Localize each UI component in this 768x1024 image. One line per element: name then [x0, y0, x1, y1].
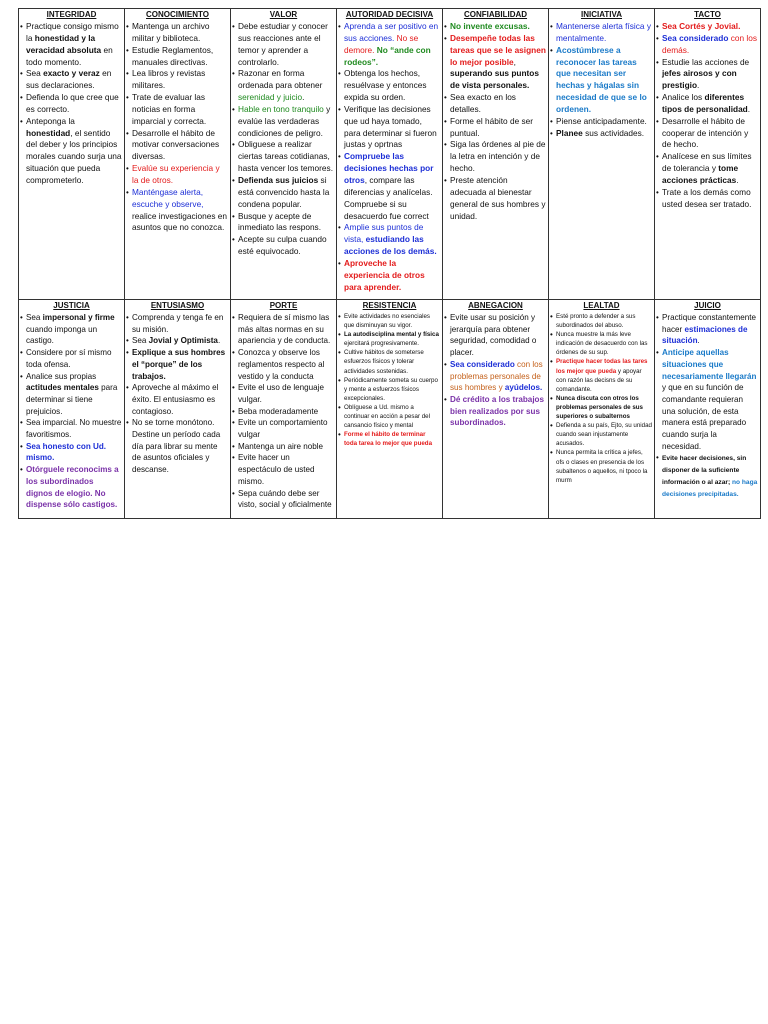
- bullet-item: [445, 359, 546, 394]
- bullet-text: Requiera de sí mismo las más altas normas en su apariencia y de conducta.: [238, 313, 331, 346]
- bullet-text: ayúdelos.: [502, 383, 543, 393]
- bullet-text: exacto y veraz: [43, 68, 100, 79]
- bullet-text: Nunca discuta con otros los problemas personales de sus superiores o subalternos: [556, 394, 644, 421]
- bullet-text: Planee: [556, 127, 583, 138]
- bullet-item: [21, 116, 122, 187]
- bullet-item: [339, 258, 440, 294]
- bullet-text: Esté pronto a defender a sus subordinados del abuso.: [556, 313, 636, 330]
- bullet-text: Trate de evaluar las noticias en forma imparcial y correcta.: [132, 92, 207, 126]
- bullet-item: [551, 116, 652, 128]
- trait-justicia: [19, 300, 125, 519]
- trait-title: ENTUSIASMO: [150, 301, 205, 310]
- bullet-text: Otórguele reconocims a los subordinados dignos de elogio. No dispense sólo castigos.: [26, 465, 119, 510]
- bullet-text: Compruebe las decisiones hechas por otros: [344, 151, 434, 185]
- bullet-item: [339, 376, 440, 403]
- trait-list: [551, 312, 652, 485]
- bullet-text: , compare las diferencias y analícelas. Compruebe si su desacuerdo fue correct: [344, 174, 433, 221]
- bullet-text: Analícese en sus límites de tolerancia y: [662, 151, 752, 174]
- bullet-item: [233, 441, 334, 453]
- bullet-item: [127, 68, 228, 92]
- bullet-text: impersonal y firme: [42, 313, 115, 322]
- bullet-item: [127, 382, 228, 417]
- bullet-text: Preste atención adecuada al bienestar general de sus hombres y unidad.: [450, 174, 546, 221]
- bullet-text: Aprenda a ser positivo en sus acciones.: [344, 21, 439, 43]
- bullet-item: [233, 406, 334, 418]
- bullet-text: Sea considerado: [662, 32, 729, 43]
- bullet-text: Obliguese a realizar ciertas tareas cotidianas, hasta vencer los temores.: [238, 139, 333, 174]
- bullet-item: [339, 312, 440, 330]
- bullet-text: Sea imparcial. No muestre favoritismos.: [26, 418, 122, 440]
- bullet-text: y que en su función de comandante requieran una solución, de esta manera está preparado cuando surja la necesidad.: [662, 383, 747, 451]
- bullet-text: Verifique las decisiones que ud haya tomado, para determinar si fueron justas y oprtnas: [344, 103, 437, 150]
- table-row: [19, 9, 761, 300]
- trait-autoridad-decisiva: [337, 9, 443, 300]
- bullet-text: .: [302, 92, 305, 103]
- bullet-text: Aproveche la experiencia de otros para aprender.: [344, 257, 425, 292]
- bullet-item: [657, 151, 758, 187]
- bullet-text: Defienda a su país, Ejto, su unidad cuando sean injustamente acusados.: [556, 422, 652, 448]
- bullet-text: honestidad y la veracidad absoluta: [26, 32, 102, 55]
- bullet-text: Lea libros y revistas militares.: [132, 68, 206, 91]
- trait-conocimiento: [125, 9, 231, 300]
- trait-list: [551, 21, 652, 139]
- bullet-item: [21, 441, 122, 464]
- bullet-text: Mantenerse alerta física y mentalmente.: [556, 21, 651, 43]
- bullet-text: Amplie sus puntos de vista,: [344, 222, 424, 245]
- bullet-text: Piense anticipadamente.: [556, 115, 647, 126]
- bullet-item: [445, 33, 546, 92]
- bullet-item: [127, 163, 228, 187]
- bullet-item: [233, 104, 334, 140]
- bullet-item: [445, 116, 546, 140]
- leadership-traits-table: [18, 8, 761, 519]
- bullet-item: [233, 175, 334, 211]
- bullet-text: Sea: [26, 313, 43, 322]
- bullet-item: [551, 330, 652, 357]
- trait-list: [21, 312, 122, 511]
- bullet-text: Nunca muestre la más leve indicación de desacuerdo con las órdenes de su sup.: [556, 331, 648, 357]
- bullet-item: [551, 128, 652, 140]
- bullet-text: ejercitará progresivamente.: [344, 340, 419, 348]
- trait-tacto: [655, 9, 761, 300]
- bullet-text: Mantenga un archivo militar y biblioteca.: [132, 21, 210, 43]
- bullet-text: Oblíguese a Ud. mismo a continuar en acción a pesar del cansancio físico y mental: [344, 403, 430, 430]
- bullet-text: .: [697, 336, 700, 346]
- bullet-item: [445, 175, 546, 222]
- bullet-item: [127, 347, 228, 382]
- bullet-item: [127, 187, 228, 234]
- bullet-text: Nunca permita la crítica a jefes, ofs o clases en presencia de los subaltenos o aquellos, ni tpoco la murm: [556, 449, 648, 484]
- bullet-text: Sea Cortés y Jovial.: [662, 21, 741, 31]
- bullet-text: Sea considerado: [450, 359, 515, 369]
- bullet-item: [233, 382, 334, 405]
- bullet-item: [233, 139, 334, 175]
- trait-iniciativa: [549, 9, 655, 300]
- bullet-text: Acepte su culpa cuando esté equivocado.: [238, 234, 327, 257]
- trait-title: ABNEGACION: [468, 301, 523, 310]
- bullet-text: Trate a los demás como usted desea ser tratado.: [662, 186, 752, 209]
- trait-title: INICIATIVA: [580, 10, 623, 19]
- trait-title: JUICIO: [694, 301, 721, 310]
- trait-title: AUTORIDAD DECISIVA: [345, 10, 434, 19]
- bullet-text: Forme el hábito de ser puntual.: [450, 115, 534, 138]
- bullet-item: [233, 452, 334, 487]
- bullet-text: , el sentido del deber y los principios morales cuando surja una situación que pueda comprometerlo.: [26, 127, 122, 185]
- trait-title: RESISTENCIA: [362, 301, 417, 310]
- bullet-text: .: [747, 103, 751, 114]
- bullet-text: Evite un comportamiento vulgar: [238, 418, 328, 440]
- bullet-text: Practique consigo mismo la: [26, 21, 119, 43]
- trait-list: [21, 21, 122, 187]
- bullet-text: estimaciones de situación: [662, 324, 748, 346]
- bullet-text: Siga las órdenes al pie de la letra en intención y de hecho.: [450, 139, 546, 174]
- bullet-item: [233, 312, 334, 347]
- bullet-item: [127, 128, 228, 164]
- trait-list: [339, 312, 440, 448]
- trait-list: [657, 312, 758, 499]
- bullet-item: [21, 312, 122, 347]
- bullet-text: y evalúe las verdaderas condiciones de peligro.: [238, 103, 331, 138]
- bullet-item: [233, 211, 334, 235]
- bullet-item: [657, 312, 758, 347]
- bullet-item: [657, 116, 758, 152]
- bullet-item: [21, 464, 122, 511]
- bullet-text: Anticipe aquellas situaciones que necesariamente llegarán: [662, 348, 757, 381]
- bullet-item: [339, 68, 440, 104]
- bullet-text: Dé crédito a los trabajos bien realizados por sus subordinados.: [450, 394, 545, 428]
- bullet-item: [233, 21, 334, 68]
- bullet-item: [127, 335, 228, 347]
- bullet-item: [657, 452, 758, 499]
- bullet-item: [339, 222, 440, 258]
- bullet-text: La autodisciplina mental y física: [344, 331, 439, 339]
- bullet-item: [21, 417, 122, 440]
- trait-juicio: [655, 300, 761, 519]
- bullet-item: [233, 488, 334, 511]
- bullet-text: en sus declaraciones.: [26, 68, 112, 91]
- trait-title: CONFIABILIDAD: [463, 10, 528, 19]
- bullet-text: Manténgase alerta, escuche y observe,: [132, 186, 204, 209]
- bullet-text: No “ande con rodeos”.: [344, 44, 431, 67]
- trait-list: [127, 21, 228, 234]
- bullet-item: [21, 347, 122, 370]
- bullet-text: Evite hacer un espectáculo de usted mismo.: [238, 453, 315, 486]
- trait-resistencia: [337, 300, 443, 519]
- bullet-item: [21, 371, 122, 418]
- bullet-text: jefes airosos y con prestigio: [662, 68, 737, 91]
- bullet-text: Practique hacer todas las tares los mejor que pueda: [556, 358, 648, 375]
- bullet-text: No se torne monótono.: [132, 418, 215, 428]
- bullet-text: Hable en tono tranquilo: [238, 103, 324, 114]
- bullet-text: Desempeñe todas las tareas que se le asignen lo mejor posible: [450, 32, 546, 67]
- bullet-item: [551, 448, 652, 484]
- bullet-text: Desarrolle el hábito de motivar conversaciones diversas.: [132, 127, 220, 162]
- bullet-text: Defienda lo que cree que es correcto.: [26, 92, 119, 114]
- bullet-item: [127, 312, 228, 335]
- trait-porte: [231, 300, 337, 519]
- trait-title: JUSTICIA: [53, 301, 90, 310]
- bullet-item: [339, 330, 440, 348]
- bullet-item: [551, 394, 652, 421]
- bullet-item: [233, 347, 334, 382]
- bullet-text: Estudie Reglamentos, manuales directivas.: [132, 44, 214, 67]
- bullet-text: Sea exacto en los detalles.: [450, 92, 516, 114]
- bullet-text: Sepa cuándo debe ser visto, social y oficialmente: [238, 488, 332, 510]
- bullet-text: .: [217, 336, 221, 346]
- bullet-text: Sea honesto con Ud. mismo.: [26, 441, 107, 463]
- bullet-text: Cultive hábitos de someterse esfuerzos físicos y tolerar actividades sostenidas.: [344, 349, 424, 375]
- bullet-item: [233, 68, 334, 104]
- bullet-text: para determinar si tiene prejuicios.: [26, 383, 118, 416]
- bullet-text: No invente excusas.: [450, 21, 530, 31]
- bullet-text: Razonar en forma ordenada para obtener: [238, 68, 323, 91]
- bullet-text: Practique constantemente hacer: [662, 313, 757, 334]
- bullet-item: [657, 347, 758, 452]
- bullet-item: [445, 394, 546, 429]
- bullet-text: Estudie las acciones de: [662, 56, 750, 67]
- bullet-text: Busque y acepte de inmediato las respons.: [238, 210, 322, 233]
- bullet-text: con los problemas personales de sus hombres y: [450, 359, 543, 393]
- bullet-text: Aproveche al máximo el éxito. El entusiasmo es contagioso.: [132, 383, 219, 416]
- bullet-item: [21, 21, 122, 68]
- bullet-item: [551, 312, 652, 330]
- bullet-text: Evalúe su experiencia y la de otros.: [132, 163, 220, 185]
- bullet-text: .: [736, 174, 739, 185]
- bullet-item: [551, 45, 652, 116]
- bullet-text: Forme el hábito de terminar toda tarea lo mejor que pueda: [344, 431, 433, 448]
- bullet-text: ,: [513, 56, 516, 67]
- table-row: [19, 300, 761, 519]
- bullet-text: en todo momento.: [26, 44, 113, 67]
- bullet-text: Acostúmbrese a reconocer las tareas que necesitan ser hechas y hágalas sin necesidad de que se lo ordenen.: [556, 44, 647, 114]
- bullet-text: Beba moderadamente: [238, 406, 319, 416]
- bullet-text: Sea: [132, 336, 149, 346]
- trait-title: INTEGRIDAD: [46, 10, 97, 19]
- bullet-text: diferentes tipos de personalidad: [662, 92, 748, 114]
- bullet-item: [339, 430, 440, 448]
- bullet-text: .: [697, 80, 700, 91]
- bullet-text: Explique a sus hombres el “porque” de los trabajos.: [132, 348, 226, 381]
- bullet-text: sus actividades.: [582, 127, 645, 138]
- bullet-text: serenidad y juicio: [238, 92, 303, 103]
- bullet-text: Analice los: [662, 92, 705, 103]
- bullet-item: [339, 104, 440, 151]
- trait-entusiasmo: [125, 300, 231, 519]
- bullet-text: actitudes mentales: [26, 383, 99, 393]
- bullet-item: [127, 92, 228, 128]
- bullet-item: [445, 312, 546, 359]
- trait-list: [233, 312, 334, 511]
- bullet-text: No se demore.: [344, 32, 419, 55]
- bullet-text: Evite el uso de lenguaje vulgar.: [238, 383, 324, 404]
- bullet-item: [445, 139, 546, 175]
- bullet-item: [233, 417, 334, 440]
- bullet-item: [339, 403, 440, 430]
- trait-title: CONOCIMIENTO: [146, 10, 209, 19]
- bullet-item: [657, 92, 758, 116]
- bullet-text: si está convencido hasta la condena popular.: [238, 174, 330, 209]
- trait-valor: [231, 9, 337, 300]
- trait-list: [657, 21, 758, 211]
- trait-abnegacion: [443, 300, 549, 519]
- bullet-item: [127, 45, 228, 69]
- bullet-item: [21, 68, 122, 92]
- trait-list: [127, 312, 228, 476]
- bullet-text: Jovial y Optimista: [148, 336, 218, 346]
- bullet-item: [551, 357, 652, 393]
- bullet-item: [127, 21, 228, 45]
- bullet-text: no haga decisiones precipitadas.: [662, 478, 758, 498]
- bullet-text: Debe estudiar y conocer sus reacciones ante el temor y aprender a controlarlo.: [238, 21, 328, 67]
- bullet-item: [339, 151, 440, 222]
- trait-list: [233, 21, 334, 258]
- bullet-item: [233, 234, 334, 258]
- bullet-item: [657, 57, 758, 93]
- bullet-item: [657, 21, 758, 33]
- bullet-text: Mantenga un aire noble: [238, 441, 324, 451]
- trait-list: [445, 21, 546, 222]
- bullet-text: y apoyar con razón las decisns de su comandante.: [556, 367, 642, 393]
- bullet-item: [657, 187, 758, 211]
- bullet-text: Periódicamente someta su cuerpo y mente a esfuerzos físicos excepcionales.: [344, 376, 438, 402]
- bullet-text: con los demás.: [662, 32, 757, 55]
- bullet-item: [339, 348, 440, 375]
- bullet-text: Conozca y observe los reglamentos respecto al vestido y la conducta: [238, 348, 325, 381]
- bullet-text: estudiando las acciones de los demás.: [344, 234, 437, 257]
- bullet-text: superando sus puntos de vista personales.: [450, 68, 539, 91]
- bullet-text: realice investigaciones en asuntos que no conozca.: [132, 210, 228, 233]
- bullet-text: Comprenda y tenga fe en su misión.: [132, 313, 224, 334]
- bullet-text: Defienda sus juicios: [238, 174, 319, 185]
- bullet-text: Obtenga los hechos, resuélvase y entonces expida su orden.: [344, 68, 427, 103]
- trait-title: PORTE: [269, 301, 298, 310]
- bullet-item: [551, 21, 652, 45]
- bullet-item: [127, 417, 228, 476]
- trait-integridad: [19, 9, 125, 300]
- trait-title: TACTO: [694, 10, 721, 19]
- bullet-text: Anteponga la: [26, 115, 75, 126]
- bullet-text: Evite actividades no esenciales que disminuyan su vigor.: [344, 313, 430, 330]
- bullet-text: Evite hacer decisiones, sin disponer de la suficiente información o al azar;: [662, 455, 747, 486]
- bullet-text: Sea: [26, 68, 44, 79]
- trait-lealtad: [549, 300, 655, 519]
- bullet-item: [657, 33, 758, 57]
- trait-title: LEALTAD: [583, 301, 620, 310]
- bullet-item: [445, 21, 546, 33]
- bullet-item: [21, 92, 122, 116]
- bullet-item: [339, 21, 440, 68]
- trait-title: VALOR: [269, 10, 298, 19]
- bullet-text: cuando imponga un castigo.: [26, 324, 98, 346]
- bullet-text: Analice sus propias: [26, 371, 97, 381]
- bullet-text: tome acciones prácticas: [662, 163, 739, 185]
- trait-list: [339, 21, 440, 293]
- bullet-text: Desarrolle el hábito de cooperar de intención y de hecho.: [662, 115, 749, 150]
- trait-confiabilidad: [443, 9, 549, 300]
- bullet-text: honestidad: [26, 127, 71, 138]
- bullet-text: Evite usar su posición y jerarquía para obtener seguridad, comodidad o placer.: [450, 313, 537, 358]
- trait-list: [445, 312, 546, 429]
- bullet-text: Destine un período cada día para librar su mente de asuntos oficiales y descanse.: [132, 430, 221, 475]
- bullet-item: [551, 421, 652, 448]
- bullet-text: Considere por sí mismo toda ofensa.: [26, 348, 112, 369]
- bullet-item: [445, 92, 546, 116]
